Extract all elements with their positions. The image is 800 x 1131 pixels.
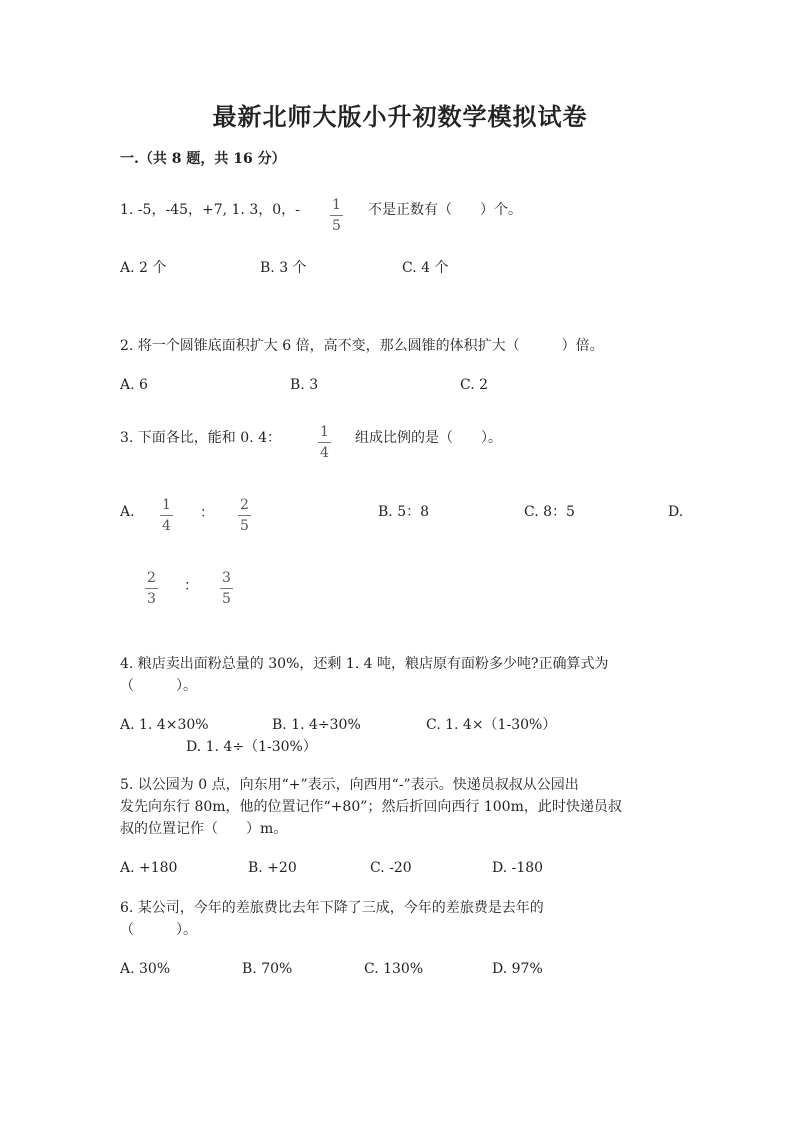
question-6-option-d[interactable]: D. 97% <box>492 961 543 977</box>
question-1 <box>120 200 300 220</box>
question-3-stem-pre: 3. 下面各比，能和 0. 4： <box>120 430 281 446</box>
question-2-option-a[interactable]: A. 6 <box>120 377 148 393</box>
question-3-option-b[interactable]: B. 5：8 <box>378 504 430 520</box>
question-6-option-a[interactable]: A. 30% <box>120 961 171 977</box>
section-heading: 一.（共 8 题，共 16 分） <box>120 151 286 167</box>
question-6-option-b[interactable]: B. 70% <box>242 961 293 977</box>
fraction-numerator: 3 <box>220 570 233 589</box>
question-1-stem-pre: 1. -5，-45，+7, 1. 3，0，- <box>120 202 300 218</box>
fraction-numerator: 1 <box>160 497 173 516</box>
question-6-stem-line-2: （ ）。 <box>120 922 197 938</box>
fraction-numerator: 2 <box>238 497 251 516</box>
question-1-fraction <box>330 197 343 234</box>
fraction-denominator: 3 <box>147 591 156 607</box>
question-6-option-c[interactable]: C. 130% <box>364 961 424 977</box>
question-1-option-b[interactable]: B. 3 个 <box>260 260 307 276</box>
question-6-stem-line-1: 6. 某公司，今年的差旅费比去年下降了三成，今年的差旅费是去年的 <box>120 900 544 916</box>
option-a-left-fraction <box>160 497 173 534</box>
fraction-denominator: 5 <box>240 518 249 534</box>
question-5-option-c[interactable]: C. -20 <box>370 860 412 876</box>
question-3-option-a-label[interactable]: A. <box>120 504 135 520</box>
question-3-option-c[interactable]: C. 8：5 <box>524 504 575 520</box>
fraction-numerator: 2 <box>145 570 158 589</box>
question-4-option-b[interactable]: B. 1. 4÷30% <box>272 717 361 733</box>
question-3-stem-post: 组成比例的是（ ）。 <box>355 430 502 446</box>
question-2-stem: 2. 将一个圆锥底面积扩大 6 倍，高不变，那么圆锥的体积扩大（ ）倍。 <box>120 338 604 354</box>
question-5-stem-line-2: 发先向东行 80m，他的位置记作“+80”；然后折回向西行 100m，此时快递员叔 <box>120 799 622 815</box>
option-a-right-fraction <box>238 497 251 534</box>
question-4-stem-line-1: 4. 粮店卖出面粉总量的 30%，还剩 1. 4 吨，粮店原有面粉多少吨?正确算式为 <box>120 656 609 672</box>
question-2-option-c[interactable]: C. 2 <box>460 377 489 393</box>
question-1-stem-post: 不是正数有（ ）个。 <box>368 202 522 218</box>
question-4-option-c[interactable]: C. 1. 4×（1-30%） <box>426 717 557 733</box>
ratio-colon: ： <box>200 505 214 521</box>
question-1-option-c[interactable]: C. 4 个 <box>402 260 449 276</box>
fraction-denominator: 5 <box>222 591 231 607</box>
question-5-option-d[interactable]: D. -180 <box>492 860 544 876</box>
fraction-numerator: 1 <box>318 424 331 443</box>
question-5-stem-line-1: 5. 以公园为 0 点，向东用“+”表示，向西用“-”表示。快递员叔叔从公园出 <box>120 777 579 793</box>
question-4-option-d[interactable]: D. 1. 4÷（1-30%） <box>186 739 317 755</box>
question-3-fraction <box>318 424 331 461</box>
ratio-colon: ： <box>184 578 198 594</box>
option-d-right-fraction <box>220 570 233 607</box>
question-1-option-a[interactable]: A. 2 个 <box>120 260 167 276</box>
question-3-option-d-label[interactable]: D. <box>668 504 684 520</box>
question-5-option-b[interactable]: B. +20 <box>248 860 297 876</box>
question-4-option-a[interactable]: A. 1. 4×30% <box>120 717 209 733</box>
option-d-left-fraction <box>145 570 158 607</box>
fraction-denominator: 4 <box>162 518 171 534</box>
question-5-option-a[interactable]: A. +180 <box>120 860 178 876</box>
question-5-stem-line-3: 叔的位置记作（ ）m。 <box>120 821 288 837</box>
question-4-stem-line-2: （ ）。 <box>120 678 197 694</box>
page-title: 最新北师大版小升初数学模拟试卷 <box>212 102 588 131</box>
fraction-numerator: 1 <box>330 197 343 216</box>
fraction-denominator: 4 <box>320 445 329 461</box>
fraction-denominator: 5 <box>332 218 341 234</box>
question-2-option-b[interactable]: B. 3 <box>290 377 319 393</box>
